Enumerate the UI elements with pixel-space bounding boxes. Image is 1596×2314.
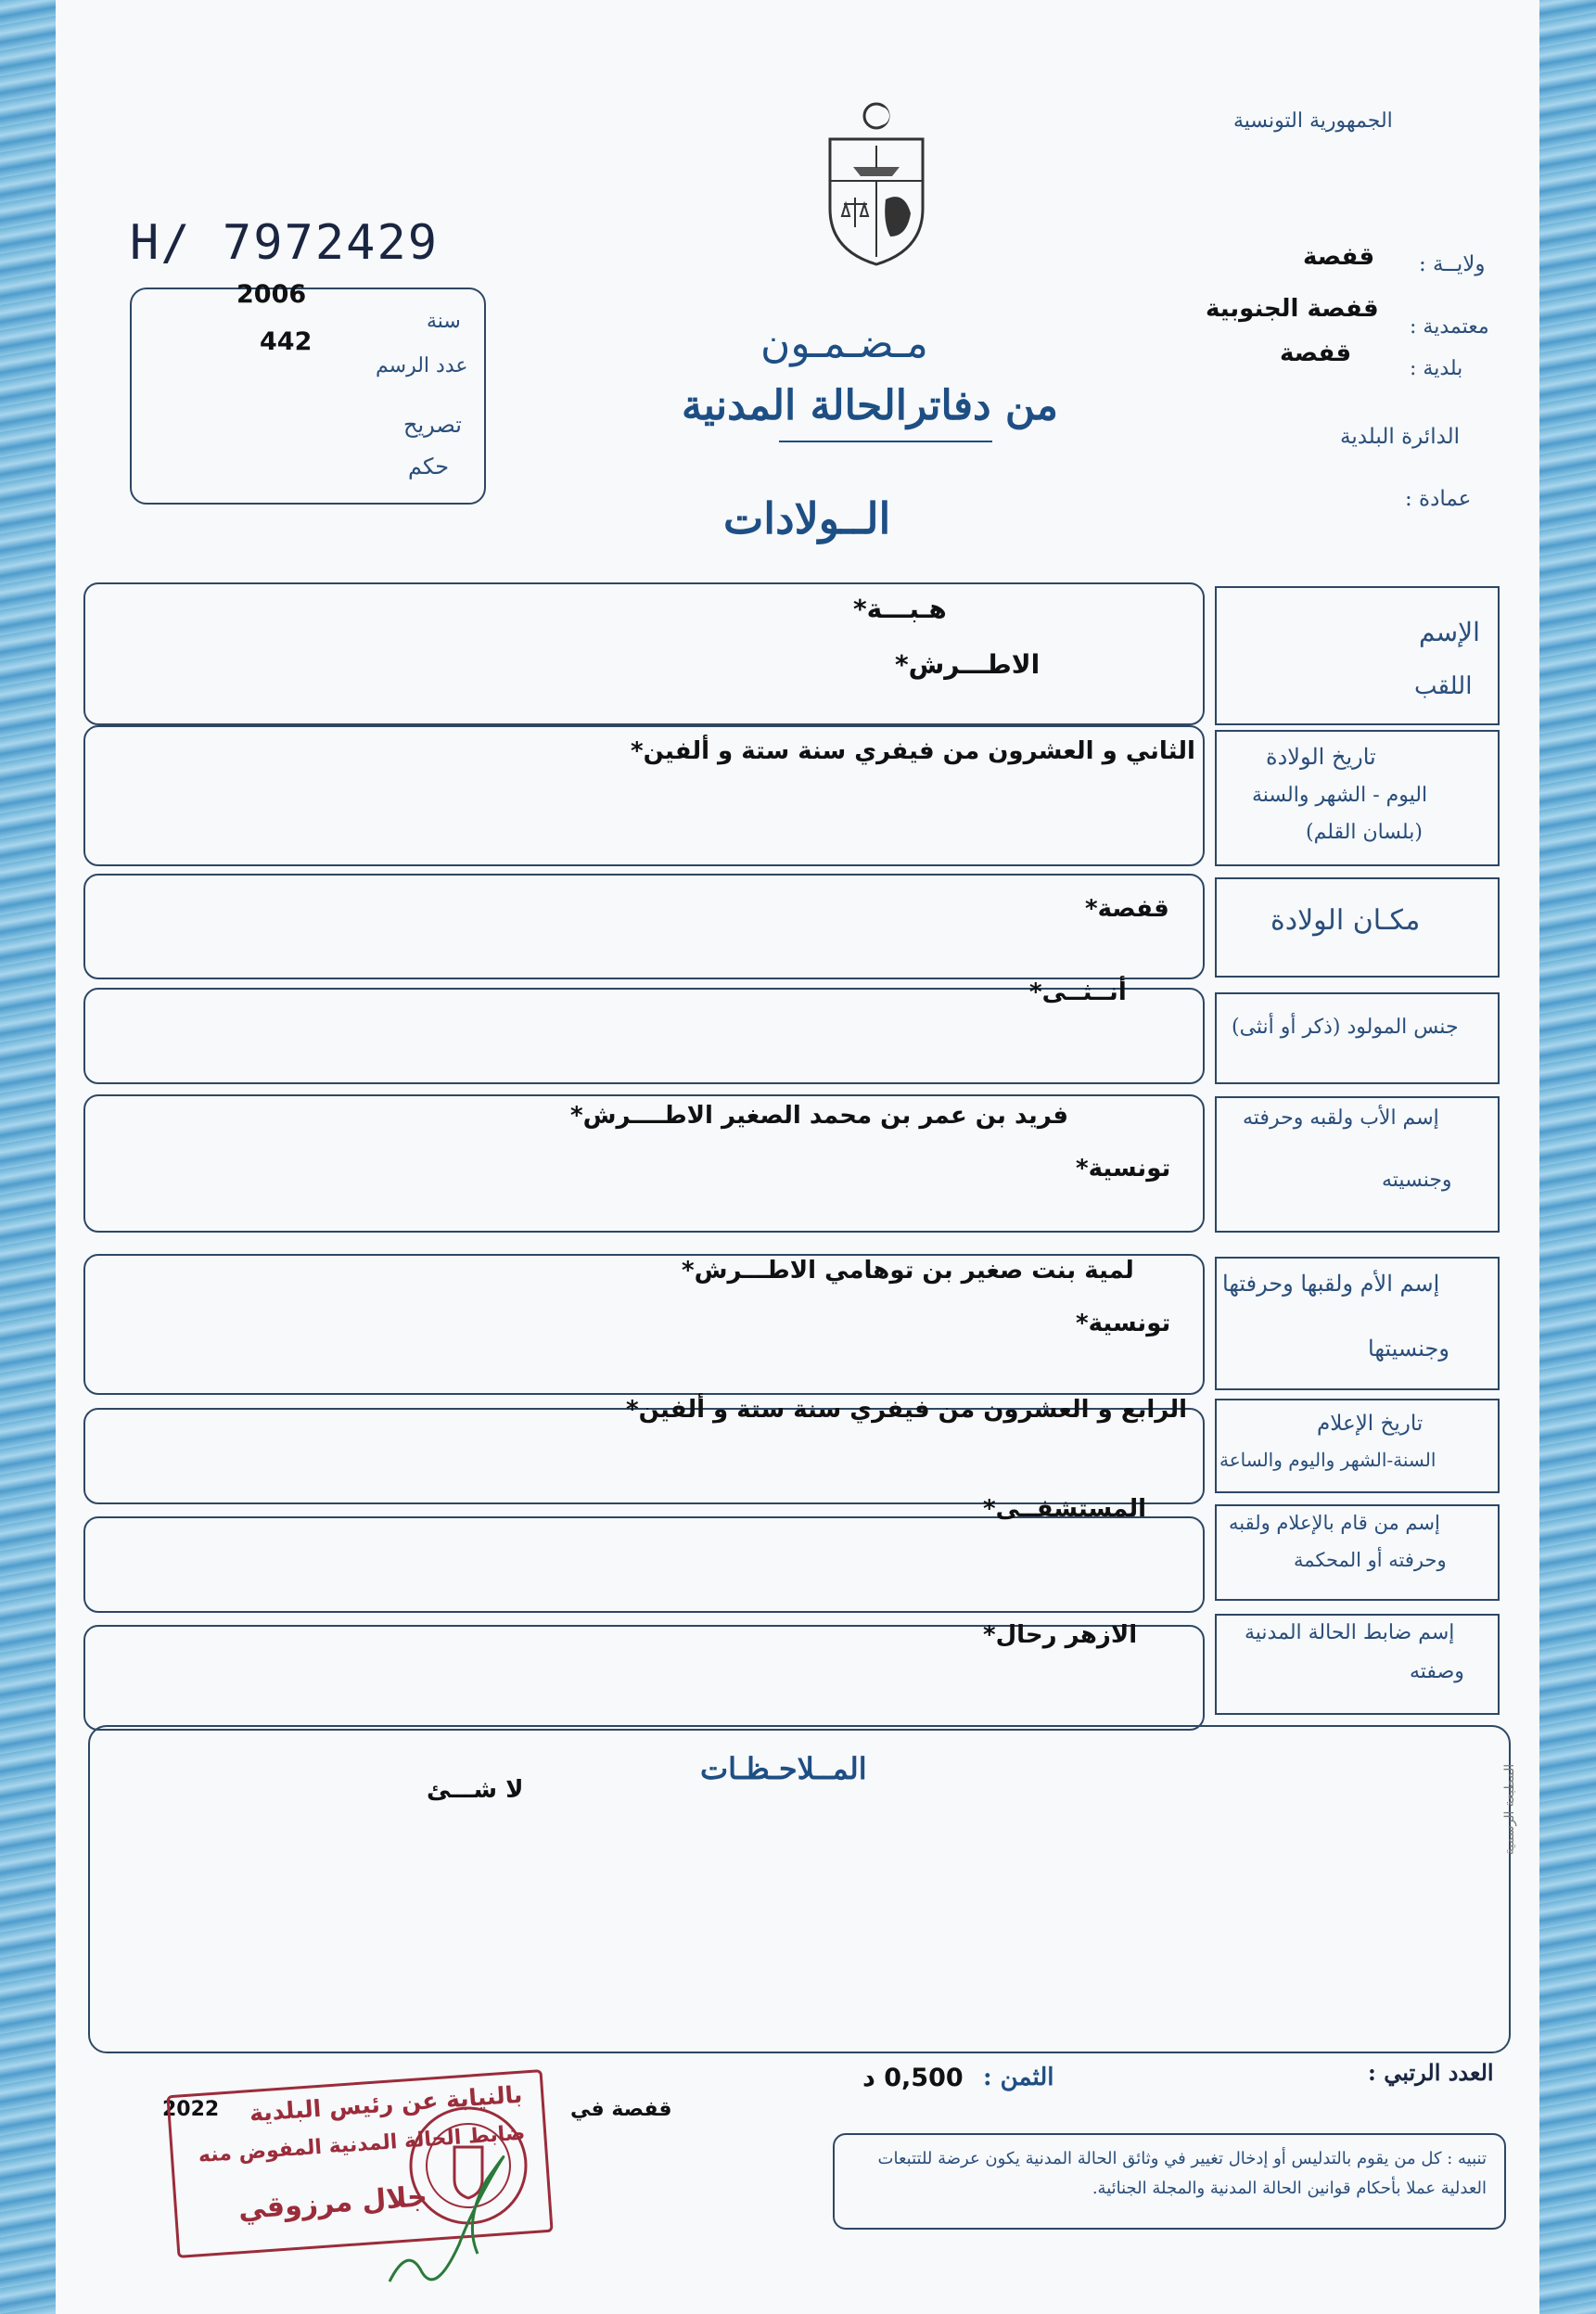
officer-title-label: وصفته	[1410, 1660, 1464, 1683]
declarant-label: إسم من قام بالإعلام ولقبه	[1229, 1512, 1440, 1534]
birth-place-value-box	[83, 874, 1205, 979]
officer-value: الازهر رحال*	[983, 1621, 1138, 1649]
omda-label: عمادة :	[1405, 487, 1472, 511]
name-label-box	[1215, 586, 1500, 725]
father-nationality-value: تونسية*	[1076, 1155, 1171, 1183]
first-name-label: الإسم	[1419, 617, 1480, 647]
price-label: الثمن :	[983, 2064, 1054, 2091]
stamp-line-2: ضابط الحالة المدنية المفوض منه	[198, 2121, 527, 2168]
title-underline	[779, 441, 992, 442]
warning-text: تنبيه : كل من يقوم بالتدليس أو إدخال تغيير في وثائق الحالة المدنية يكون عرضة للتتبعات العدلية عملا بأحكام قوانين الحالة المدنية والمجلة الجنائية.	[877, 2149, 1487, 2198]
sex-value: أنــثــى*	[1029, 978, 1127, 1006]
price-value: 0,500 د	[862, 2064, 964, 2092]
registry-number-value: 442	[260, 327, 313, 356]
stamp-line-1: بالنيابة عن رئيس البلدية	[249, 2080, 524, 2128]
birth-place-label: مكـان الولادة	[1270, 904, 1421, 937]
last-name-label: اللقب	[1414, 672, 1473, 700]
delegation-label: معتمدية :	[1410, 315, 1489, 339]
birth-place-value: قفصة*	[1085, 895, 1169, 923]
issue-year: 2022	[162, 2098, 220, 2121]
declaration-date-value: الرابع و العشرون من فيفري سنة ستة و ألفين*	[626, 1396, 1188, 1424]
judgment-label: حكم	[408, 454, 450, 479]
document-sheet	[56, 0, 1539, 2314]
printer-mark: المطبعة الرسمية	[1502, 1763, 1517, 1855]
birth-date-note-label: (بلسان القلم)	[1306, 821, 1423, 844]
delegation-value: قفصة الجنوبية	[1206, 295, 1379, 323]
mother-name-value: لمية بنت صغير بن توهامي الاطـــرش*	[682, 1257, 1134, 1285]
registry-number-label: عدد الرسم	[376, 354, 468, 377]
municipality-value: قفصة	[1280, 339, 1352, 367]
document-subtitle: من دفاترالحالة المدنية	[682, 382, 1058, 429]
serial-number-label: العدد الرتبي :	[1368, 2059, 1494, 2086]
serial-number: H/ 7972429	[130, 215, 440, 271]
section-title: الــولادات	[723, 493, 891, 543]
declaration-date-label: تاريخ الإعلام	[1317, 1412, 1424, 1436]
officer-label: إسم ضابط الحالة المدنية	[1245, 1621, 1455, 1644]
registry-year-value: 2006	[236, 280, 307, 309]
birth-date-format-label: اليوم - الشهر والسنة	[1252, 784, 1428, 807]
registry-year-label: سنة	[427, 310, 461, 333]
wilaya-label: ولايــة :	[1419, 252, 1486, 276]
birth-date-label: تاريخ الولادة	[1266, 744, 1376, 770]
republic-label: الجمهورية التونسية	[1233, 109, 1393, 133]
declarant-value: المستشفــى*	[983, 1495, 1147, 1523]
municipality-label: بلدية :	[1410, 357, 1463, 380]
coat-of-arms-icon	[816, 97, 937, 274]
signature-icon	[371, 2133, 529, 2300]
declarant-profession-label: وحرفته أو المحكمة	[1294, 1549, 1447, 1571]
first-name-value: هـبـــة*	[853, 594, 947, 624]
mother-nationality-value: تونسية*	[1076, 1310, 1171, 1337]
wilaya-value: قفصة	[1303, 243, 1375, 271]
remarks-title: المــلاحـظـات	[700, 1751, 867, 1786]
last-name-value: الاطـــرش*	[895, 649, 1041, 680]
municipal-district-label: الدائرة البلدية	[1340, 425, 1461, 449]
stamp-name: جلال مرزوقي	[236, 2180, 428, 2227]
birth-date-value: الثاني و العشرون من فيفري سنة ستة و ألفين*	[631, 737, 1195, 765]
sex-label: جنس المولود (ذكر أو أنثى)	[1232, 1016, 1459, 1039]
place-label: قفصة في	[570, 2098, 672, 2121]
declaration-label: تصريح	[403, 412, 462, 438]
mother-nationality-label: وجنسيتها	[1368, 1336, 1449, 1362]
remarks-value: لا شـــئ	[427, 1776, 524, 1804]
father-name-value: فريد بن عمر بن محمد الصغير الاطــــرش*	[570, 1102, 1068, 1130]
father-nationality-label: وجنسيته	[1382, 1169, 1452, 1192]
declaration-date-format-label: السنة-الشهر واليوم والساعة	[1219, 1449, 1436, 1471]
document-title: مـضـمـون	[760, 320, 928, 367]
mother-label: إسم الأم ولقبها وحرفتها	[1222, 1271, 1440, 1297]
declarant-value-box	[83, 1516, 1205, 1613]
father-label: إسم الأب ولقبه وحرفته	[1243, 1106, 1439, 1130]
